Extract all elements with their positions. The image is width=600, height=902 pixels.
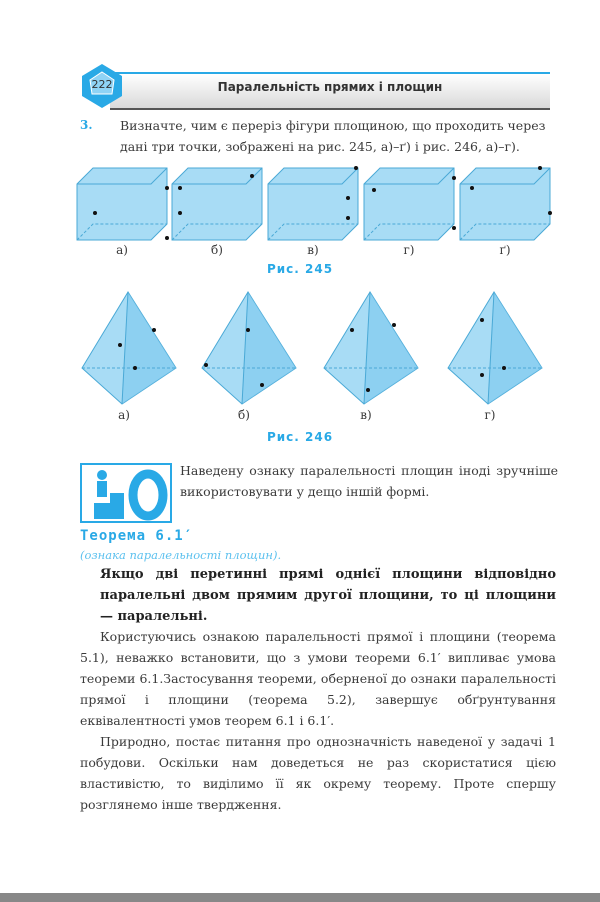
figure-label: а): [118, 408, 130, 422]
exercise-number: 3.: [80, 118, 93, 132]
pyramid-figure: [200, 290, 300, 408]
figure-label: б): [238, 408, 250, 422]
pyramid-figure: [446, 290, 546, 408]
pyramid-figure: [80, 290, 180, 408]
figure-label: в): [307, 243, 319, 257]
staircase-o-icon: [80, 463, 172, 523]
paragraph: Користуючись ознакою паралельності прямої і площини (теорема 5.1), неважко встановити, що з умови теореми 6.1′ випливає умова теореми 6.1.Застосування теореми, оберненої до ознаки паралельності прямої і площини (теорема 5.2), завершує обґрунтування еквівалентності умов теорем 6.1 і 6.1′.: [80, 629, 556, 728]
figure-246-caption: Рис. 246: [266, 430, 334, 444]
theorem-title: Теорема 6.1′: [80, 528, 194, 544]
note-text: Наведену ознаку паралельності площин іноді зручніше використовувати у дещо іншій формі.: [180, 463, 558, 499]
figure-label: б): [211, 243, 223, 257]
figure-label: г): [484, 408, 496, 422]
pyramid-figure: [322, 290, 422, 408]
figure-label: а): [116, 243, 128, 257]
theorem-subtitle: (ознака паралельності площин).: [80, 548, 282, 562]
figure-245-caption: Рис. 245: [266, 262, 334, 276]
cube-figure: [362, 166, 457, 242]
paragraph: Природно, постає питання про однозначність наведеної у задачі 1 побудови. Оскільки нам доведеться не раз скористатися цією властивістю, то виділимо її як окрему теорему. Проте спершу розглянемо інше твердження.: [80, 734, 556, 812]
cube-figure: [75, 166, 170, 242]
figure-label: г): [403, 243, 415, 257]
chapter-title: Паралельність прямих і площин: [217, 80, 443, 94]
figure-label: в): [360, 408, 372, 422]
footer-bar: [0, 893, 600, 902]
cube-figure: [266, 166, 361, 242]
cube-figure: [458, 166, 553, 242]
cube-figure: [170, 166, 265, 242]
exercise-text: Визначте, чим є переріз фігури площиною, що проходить через дані три точки, зображені на рис. 245, а)–ґ) і рис. 246, а)–г).: [120, 118, 546, 154]
figure-label: ґ): [499, 243, 511, 257]
theorem-body: Якщо дві перетинні прямі однієї площини відповідно паралельні двом прямим другої площини, то ці площини — паралельні.: [100, 567, 556, 624]
page-number: 222: [91, 78, 113, 91]
